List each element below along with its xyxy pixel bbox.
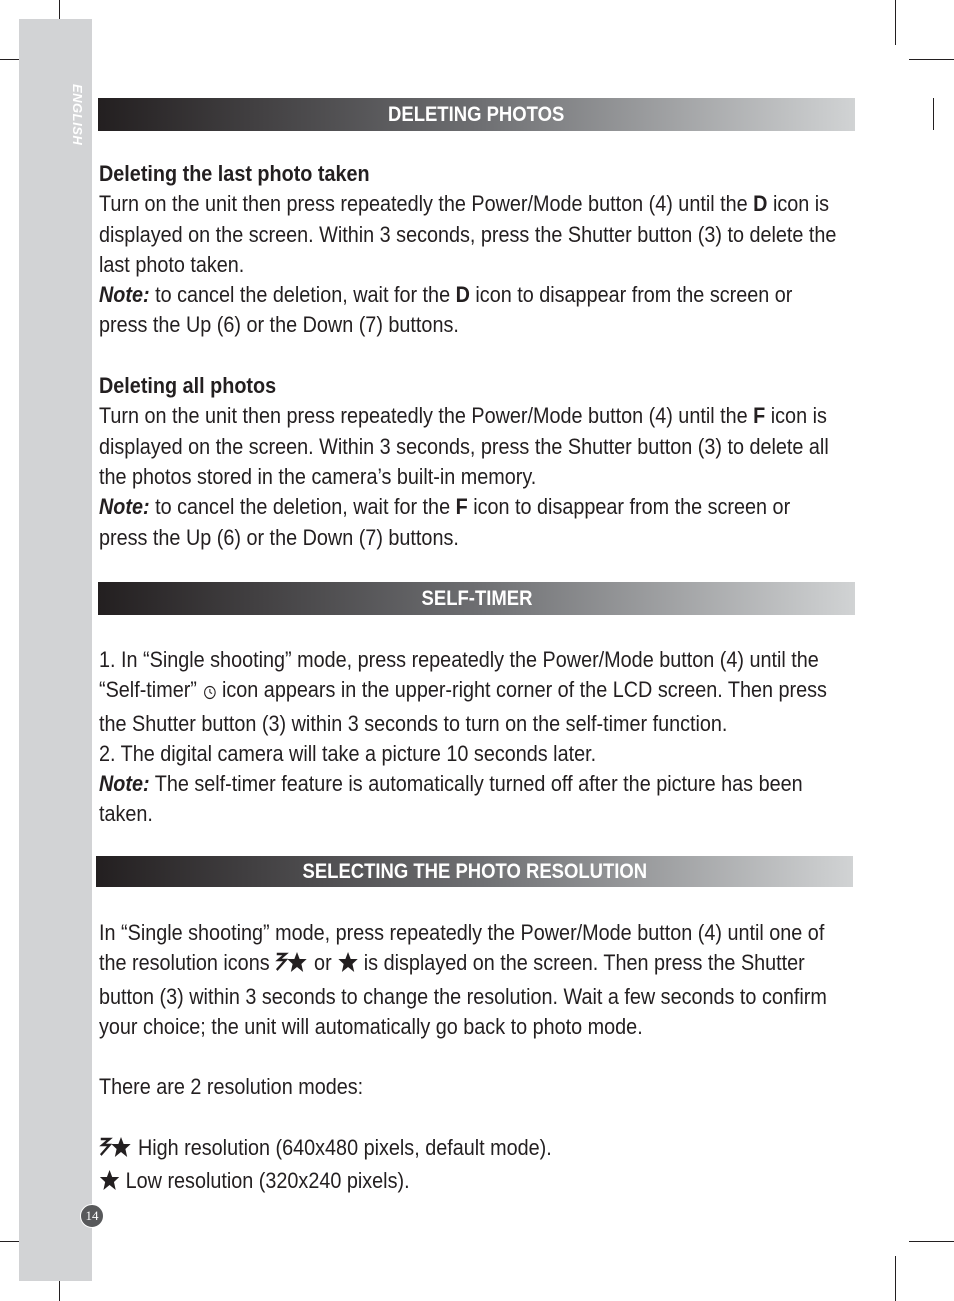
note-line: press the Up (6) or the Down (7) buttons. — [99, 524, 459, 550]
section-title: SELECTING THE PHOTO RESOLUTION — [302, 859, 647, 883]
d-icon-label: D — [455, 282, 470, 308]
section-title: DELETING PHOTOS — [388, 102, 565, 126]
section-bar-self-timer — [98, 582, 855, 615]
crop-mark — [895, 1256, 896, 1301]
subheading-all-photos: Deleting all photos — [99, 373, 277, 399]
crop-mark — [933, 98, 934, 130]
note-line: Note: to cancel the deletion, wait for the D icon to disappear from the screen or — [99, 282, 793, 308]
paragraph-line: 2. The digital camera will take a picture 10 seconds later. — [99, 740, 597, 766]
page-number: 14 — [80, 1204, 104, 1228]
section-bar-deleting-photos — [98, 98, 855, 131]
paragraph-line: 1. In “Single shooting” mode, press repeatedly the Power/Mode button (4) until the — [99, 647, 819, 672]
crop-mark — [909, 59, 954, 60]
crop-mark — [895, 0, 896, 45]
section-title: SELF-TIMER — [421, 586, 532, 610]
paragraph-line: the photos stored in the camera’s built-in memory. — [99, 463, 537, 489]
paragraph-line: button (3) within 3 seconds to change the resolution. Wait a few seconds to confirm — [99, 983, 827, 1009]
high-resolution-icon — [99, 1136, 132, 1166]
subheading-last-photo: Deleting the last photo taken — [99, 161, 370, 186]
language-label: ENGLISH — [70, 84, 85, 146]
f-icon-label: F — [455, 494, 468, 520]
paragraph-line: There are 2 resolution modes: — [99, 1074, 364, 1100]
low-resolution-icon — [337, 951, 358, 981]
list-item: Low resolution (320x240 pixels). — [99, 1166, 856, 1199]
paragraph-line: the resolution icons or is displayed on the screen. Then press the Shutter — [99, 948, 856, 981]
self-timer-icon — [202, 678, 216, 708]
side-strip — [19, 19, 92, 1281]
paragraph-line: In “Single shooting” mode, press repeatedly the Power/Mode button (4) until one of — [99, 920, 825, 945]
paragraph-line: Turn on the unit then press repeatedly the Power/Mode button (4) until the F icon is — [99, 403, 827, 429]
d-icon-label: D — [753, 191, 768, 217]
deleting-content — [99, 159, 856, 553]
note-line: press the Up (6) or the Down (7) buttons. — [99, 312, 459, 338]
paragraph-line: displayed on the screen. Within 3 seconds, press the Shutter button (3) to delete the — [99, 221, 837, 247]
paragraph-line: Turn on the unit then press repeatedly the Power/Mode button (4) until the D icon is — [99, 191, 830, 217]
note-line: Note: to cancel the deletion, wait for the F icon to disappear from the screen or — [99, 494, 791, 520]
resolution-content — [99, 918, 856, 1200]
f-icon-label: F — [753, 403, 766, 429]
list-item: High resolution (640x480 pixels, default mode). — [99, 1133, 856, 1166]
low-resolution-icon — [99, 1169, 120, 1199]
section-bar-photo-resolution — [96, 856, 853, 887]
paragraph-line: displayed on the screen. Within 3 seconds, press the Shutter button (3) to delete all — [99, 433, 829, 459]
note-label: Note: — [99, 282, 150, 308]
paragraph-line: “Self-timer” icon appears in the upper-right corner of the LCD screen. Then press — [99, 675, 856, 708]
high-resolution-icon — [275, 951, 308, 981]
note-label: Note: — [99, 771, 150, 797]
paragraph-line: your choice; the unit will automatically go back to photo mode. — [99, 1013, 643, 1039]
crop-mark — [909, 1241, 954, 1242]
note-label: Note: — [99, 494, 150, 520]
self-timer-content — [99, 645, 856, 830]
note-line: Note: The self-timer feature is automatically turned off after the picture has been — [99, 771, 803, 797]
note-line: taken. — [99, 801, 153, 827]
paragraph-line: last photo taken. — [99, 251, 245, 277]
paragraph-line: the Shutter button (3) within 3 seconds to turn on the self-timer function. — [99, 710, 728, 736]
